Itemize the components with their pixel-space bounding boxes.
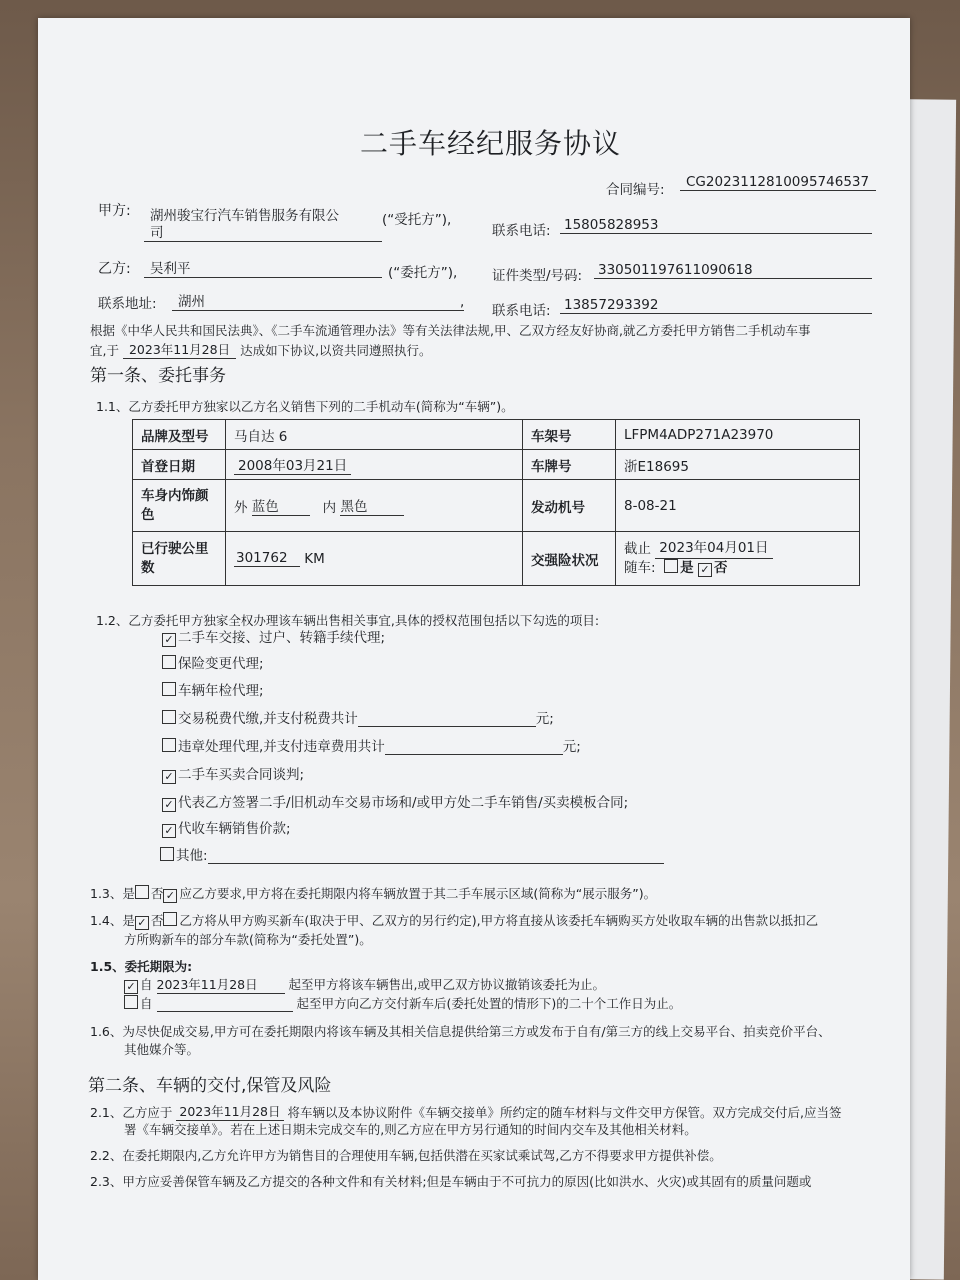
insurance-cell bbox=[616, 532, 860, 586]
option-1-label: 二手车交接、过户、转籍手续代理; bbox=[178, 630, 386, 646]
clause-2-3: 2.3、甲方应妥善保管车辆及乙方提交的各种文件和有关材料;但是车辆由于不可抗力的原因(比如洪水、火灾)或其固有的质量问题或 bbox=[90, 1174, 812, 1189]
clause-2-1-prefix: 2.1、乙方应于 bbox=[90, 1105, 173, 1120]
clause-1-3-text: 应乙方要求,甲方将在委托期限内将车辆放置于其二手车展示区域(简称为“展示服务”)。 bbox=[179, 886, 657, 901]
preamble-line1: 根据《中华人民共和国民法典》、《二手车流通管理办法》等有关法律法规,甲、乙双方经友好协商,就乙方委托甲方销售二手机动车事 bbox=[90, 323, 811, 338]
clause-1-4-yes: 1.4、是 bbox=[90, 913, 135, 928]
party-b-role: (“委托方”), bbox=[388, 265, 458, 281]
option-9-checkbox[interactable] bbox=[160, 847, 174, 861]
clause-1-3 bbox=[90, 884, 656, 903]
yes-label: 是 bbox=[680, 560, 694, 576]
clause-2-1-line1 bbox=[90, 1102, 841, 1121]
preamble-suffix: 达成如下协议,以资共同遵照执行。 bbox=[240, 343, 432, 358]
reg-date-cell bbox=[226, 450, 523, 480]
clause-1-3-yes: 1.3、是 bbox=[90, 886, 135, 901]
clause-2-2: 2.2、在委托期限内,乙方允许甲方为销售目的合理使用车辆,包括供潜在买家试乘试驾,乙方不得要求甲方提供补偿。 bbox=[90, 1148, 722, 1163]
preamble-prefix: 宜,于 bbox=[90, 343, 119, 358]
term-2-blank[interactable] bbox=[157, 997, 293, 1012]
vin-label: 车架号 bbox=[523, 420, 616, 450]
option-7 bbox=[162, 791, 628, 812]
option-6-checkbox[interactable]: ✓ bbox=[162, 770, 176, 784]
brand-label: 品牌及型号 bbox=[133, 420, 226, 450]
clause-1-4-text: 乙方将从甲方购买新车(取决于甲、乙双方的另行约定),甲方将直接从该委托车辆购买方处收取车辆的出售款以抵扣乙 bbox=[179, 913, 819, 928]
party-b-phone: 13857293392 bbox=[560, 297, 872, 314]
option-8-label: 代收车辆销售价款; bbox=[178, 821, 291, 837]
option-5-checkbox[interactable] bbox=[162, 738, 176, 752]
option-3 bbox=[162, 679, 264, 699]
option-4-blank[interactable] bbox=[358, 712, 536, 727]
engine-value: 8-08-21 bbox=[616, 480, 860, 532]
term-1-checkbox[interactable]: ✓ bbox=[124, 980, 138, 994]
plate-label: 车牌号 bbox=[523, 450, 616, 480]
party-a-label: 甲方: bbox=[98, 203, 131, 219]
outer-label: 外 bbox=[234, 500, 248, 516]
clause-1-3-no-box[interactable]: ✓ bbox=[163, 889, 177, 903]
option-5-blank[interactable] bbox=[385, 740, 563, 755]
clause-2-1-line2: 署《车辆交接单》。若在上述日期未完成交车的,则乙方应在甲方另行通知的时间内交车及其他相关材料。 bbox=[124, 1122, 697, 1137]
vin-value: LFPM4ADP271A23970 bbox=[616, 420, 860, 450]
clause-1-6-line2: 其他媒介等。 bbox=[124, 1042, 200, 1057]
option-7-label: 代表乙方签署二手/旧机动车交易市场和/或甲方处二手车销售/买卖模板合同; bbox=[178, 795, 629, 811]
contract-page bbox=[38, 18, 910, 1280]
clause-1-3-no: 否 bbox=[150, 886, 164, 901]
clause-1-4-line2: 方所购新车的部分车款(简称为“委托处置”)。 bbox=[124, 932, 372, 947]
option-6-label: 二手车买卖合同谈判; bbox=[178, 767, 305, 783]
option-8-checkbox[interactable]: ✓ bbox=[162, 824, 176, 838]
insurance-date: 2023年04月01日 bbox=[655, 539, 772, 559]
address-label: 联系地址: bbox=[98, 296, 157, 312]
clause-1-4-yes-box[interactable]: ✓ bbox=[135, 916, 149, 930]
clause-1-1: 1.1、乙方委托甲方独家以乙方名义销售下列的二手机动车(简称为“车辆”)。 bbox=[96, 399, 514, 414]
mileage-value: 301762 bbox=[234, 550, 300, 567]
option-4-label: 交易税费代缴,并支付税费共计 bbox=[178, 711, 358, 727]
party-a-name-line2: 司 bbox=[144, 221, 382, 242]
clause-1-4-no: 否 bbox=[150, 913, 164, 928]
party-b-phone-label: 联系电话: bbox=[492, 303, 551, 319]
term-2-text: 起至甲方向乙方交付新车后(委托处置的情形下)的二十个工作日为止。 bbox=[296, 996, 682, 1011]
mileage-unit: KM bbox=[304, 551, 325, 567]
option-9-label: 其他: bbox=[176, 848, 208, 864]
preamble-date: 2023年11月28日 bbox=[123, 340, 236, 359]
clause-1-3-yes-box[interactable] bbox=[135, 885, 149, 899]
id-label: 证件类型/号码: bbox=[492, 268, 583, 284]
option-4-checkbox[interactable] bbox=[162, 710, 176, 724]
clause-2-1-date: 2023年11月28日 bbox=[176, 1102, 283, 1121]
term-1-text: 起至甲方将该车辆售出,或甲乙双方协议撤销该委托为止。 bbox=[288, 977, 605, 992]
clause-1-4-no-box[interactable] bbox=[163, 912, 177, 926]
checkbox-yes[interactable] bbox=[664, 559, 678, 573]
color-cell bbox=[226, 480, 523, 532]
option-5-suffix: 元; bbox=[562, 739, 581, 755]
plate-value: 浙E18695 bbox=[616, 450, 860, 480]
option-5-label: 违章处理代理,并支付违章费用共计 bbox=[178, 739, 385, 755]
clause-2-1-text: 将车辆以及本协议附件《车辆交接单》所约定的随车材料与文件交甲方保管。双方完成交付后,应当签 bbox=[287, 1105, 842, 1120]
insurance-label: 交强险状况 bbox=[523, 532, 616, 586]
inner-color: 黑色 bbox=[340, 495, 404, 516]
term-1-date: 2023年11月28日 bbox=[157, 975, 285, 994]
option-7-checkbox[interactable]: ✓ bbox=[162, 798, 176, 812]
reg-date-label: 首登日期 bbox=[133, 450, 226, 480]
checkbox-no-checked[interactable]: ✓ bbox=[698, 563, 712, 577]
clause-1-4 bbox=[90, 911, 818, 930]
option-1-checkbox[interactable]: ✓ bbox=[162, 633, 176, 647]
party-a-name-line1: 湖州骏宝行汽车销售服务有限公 bbox=[150, 208, 339, 224]
option-8 bbox=[162, 817, 291, 838]
term-2-checkbox[interactable] bbox=[124, 995, 138, 1009]
option-4 bbox=[162, 707, 554, 727]
option-9 bbox=[160, 844, 664, 864]
clause-1-5-line1 bbox=[124, 975, 605, 994]
option-6 bbox=[162, 763, 304, 784]
document-title: 二手车经纪服务协议 bbox=[360, 127, 622, 160]
option-9-blank[interactable] bbox=[208, 849, 664, 864]
mileage-cell bbox=[226, 532, 523, 586]
party-a-role: (“受托方”), bbox=[382, 212, 452, 228]
term-2-prefix: 自 bbox=[140, 996, 153, 1011]
no-label: 否 bbox=[713, 560, 728, 576]
brand-value: 马自达 6 bbox=[226, 420, 523, 450]
id-value: 330501197611090618 bbox=[594, 262, 872, 279]
color-label: 车身内饰颜色 bbox=[133, 480, 226, 532]
mileage-label: 已行驶公里数 bbox=[133, 532, 226, 586]
party-a-phone-label: 联系电话: bbox=[492, 223, 551, 239]
party-b-name: 吴利平 bbox=[144, 257, 382, 278]
preamble-line2 bbox=[90, 340, 432, 359]
contract-no: CG2023112810095746537 bbox=[680, 174, 876, 191]
clause-1-5: 1.5、委托期限为: bbox=[90, 959, 193, 974]
term-1-prefix: 自 bbox=[140, 977, 153, 992]
engine-label: 发动机号 bbox=[523, 480, 616, 532]
section-1-heading: 第一条、委托事务 bbox=[90, 366, 226, 386]
address-value: 湖州 bbox=[172, 290, 464, 311]
contract-no-label: 合同编号: bbox=[606, 182, 665, 198]
option-3-label: 车辆年检代理; bbox=[178, 683, 264, 699]
option-2 bbox=[162, 652, 264, 672]
option-3-checkbox[interactable] bbox=[162, 682, 176, 696]
outer-color: 蓝色 bbox=[252, 495, 310, 516]
vehicle-info-table bbox=[132, 419, 860, 586]
option-4-suffix: 元; bbox=[535, 711, 554, 727]
section-2-heading: 第二条、车辆的交付,保管及风险 bbox=[88, 1076, 332, 1096]
insurance-prefix: 截止 bbox=[624, 541, 651, 557]
clause-1-5-line2 bbox=[124, 994, 681, 1012]
inner-label: 内 bbox=[322, 500, 337, 516]
option-2-label: 保险变更代理; bbox=[178, 656, 264, 672]
option-5 bbox=[162, 735, 581, 755]
clause-1-2: 1.2、乙方委托甲方独家全权办理该车辆出售相关事宜,具体的授权范围包括以下勾选的项目: bbox=[96, 613, 600, 628]
party-a-phone: 15805828953 bbox=[560, 217, 872, 234]
address-end: , bbox=[460, 294, 465, 310]
option-2-checkbox[interactable] bbox=[162, 655, 176, 669]
option-1 bbox=[162, 626, 385, 647]
clause-1-6-line1: 1.6、为尽快促成交易,甲方可在委托期限内将该车辆及其相关信息提供给第三方或发布于自有/第三方的线上交易平台、拍卖竞价平台、 bbox=[90, 1024, 831, 1039]
party-b-label: 乙方: bbox=[98, 261, 131, 277]
reg-date-value: 2008年03月21日 bbox=[234, 454, 351, 475]
with-car-label: 随车: bbox=[624, 560, 656, 576]
